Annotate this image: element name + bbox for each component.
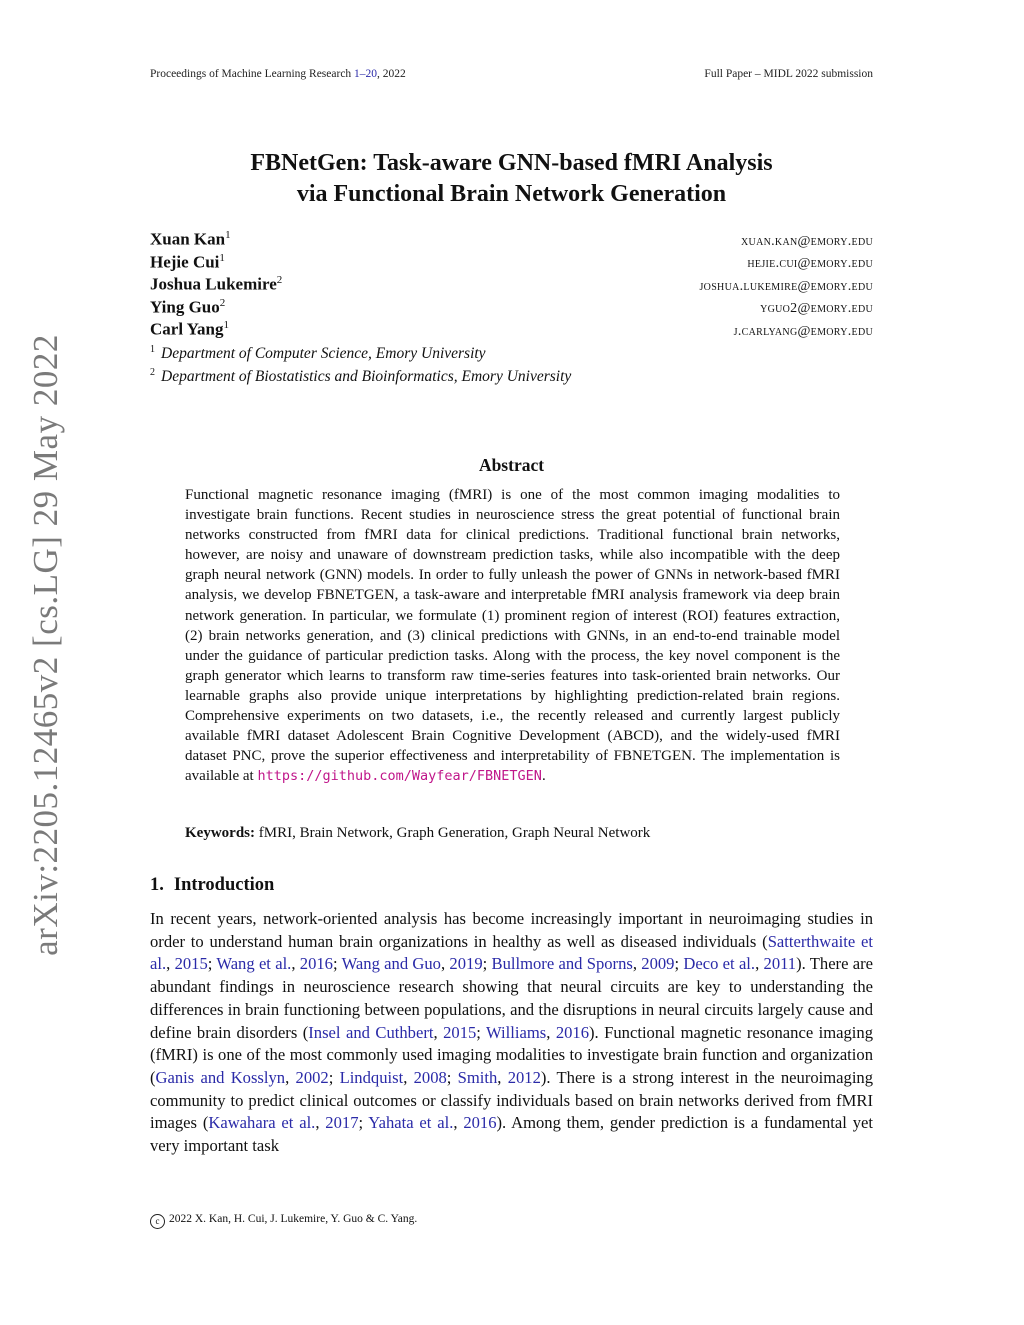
- citation-year[interactable]: 2019: [449, 954, 483, 974]
- author-email[interactable]: yguo2@emory.edu: [760, 301, 873, 317]
- author-email[interactable]: joshua.lukemire@emory.edu: [699, 278, 873, 294]
- author-name: Ying Guo$^2$: [150, 296, 226, 317]
- author-row: [150, 319, 873, 342]
- affiliation: $^1$ Department of Computer Science, Emory University: [150, 344, 486, 363]
- citation-year[interactable]: 2009: [641, 954, 675, 974]
- keywords: [185, 825, 840, 842]
- keywords-text: fMRI, Brain Network, Graph Generation, Graph Neural Network: [255, 825, 651, 841]
- running-head-left: [150, 68, 406, 80]
- copyright-text: 2022 X. Kan, H. Cui, J. Lukemire, Y. Guo & C. Yang.: [169, 1213, 418, 1225]
- author-email[interactable]: hejie.cui@emory.edu: [747, 256, 873, 272]
- author-row: [150, 252, 873, 275]
- keywords-label: Keywords:: [185, 825, 255, 841]
- citation-year[interactable]: 2012: [507, 1067, 541, 1087]
- proceedings-year: , 2022: [377, 68, 406, 80]
- citation-link[interactable]: Ganis and Kosslyn: [155, 1067, 286, 1087]
- author-name: Hejie Cui$^1$: [150, 251, 225, 272]
- abstract-heading: Abstract: [478, 455, 545, 475]
- citation-link[interactable]: Lindquist: [339, 1067, 404, 1087]
- citation-year[interactable]: 2008: [413, 1067, 447, 1087]
- citation-link[interactable]: Kawahara et al.: [208, 1113, 316, 1133]
- proceedings-label: Proceedings of Machine Learning Research: [150, 68, 355, 80]
- author-email[interactable]: j.carlyang@emory.edu: [733, 323, 873, 339]
- author-name: Joshua Lukemire$^2$: [150, 274, 283, 294]
- section-number: 1.: [150, 875, 164, 895]
- citation-year[interactable]: 2002: [295, 1067, 329, 1087]
- citation-link[interactable]: Insel and Cuthbert: [308, 1022, 434, 1042]
- citation-year[interactable]: 2015: [443, 1022, 477, 1042]
- citation-link[interactable]: Smith: [457, 1067, 498, 1087]
- running-head-right: Full Paper – MIDL 2022 submission: [704, 68, 873, 80]
- github-link[interactable]: https://github.com/Wayfear/FBNETGEN: [257, 768, 542, 785]
- author-row: [150, 274, 873, 297]
- copyright-icon: c: [150, 1214, 165, 1229]
- citation-link[interactable]: Yahata et al.: [368, 1113, 454, 1133]
- citation-link[interactable]: Satterthwaite et al.: [150, 931, 873, 974]
- citation-year[interactable]: 2017: [325, 1113, 359, 1133]
- citation-link[interactable]: Deco et al.: [683, 954, 756, 974]
- citation-year[interactable]: 2016: [299, 954, 333, 974]
- intro-paragraph: In recent years, network-oriented analysis has become increasingly important in neuroimaging studies in order to understand human brain organizations in healthy as well as diseased individuals (Satterthwaite et al., 2015; Wang et al., 2016; Wang and Guo, 2019; Bullmore and Sporns, 2009; Deco et al., 2011). There are abundant findings in neuroscience research showing that neural circuits are key to understanding the differences in brain functioning between populations, and the disruptions in neural circuits largely cause and define brain disorders (Insel and Cuthbert, 2015; Williams, 2016). Functional magnetic resonance imaging (fMRI) is one of the most commonly used imaging modalities to investigate brain function and organization (Ganis and Kosslyn, 2002; Lindquist, 2008; Smith, 2012). There is a strong interest in the neuroimaging community to predict clinical outcomes or classify individuals based on brain networks derived from fMRI images (Kawahara et al., 2017; Yahata et al., 2016). Among them, gender prediction is a fundamental yet very important task: [150, 909, 874, 1156]
- arxiv-stamp-text: arXiv:2205.12465v2 [cs.LG] 29 May 2022: [26, 334, 65, 956]
- author-name: Xuan Kan$^1$: [150, 229, 231, 249]
- author-row: [150, 297, 873, 320]
- citation-year[interactable]: 2016: [463, 1113, 497, 1133]
- abstract-body: Functional magnetic resonance imaging (fMRI) is one of the most common imaging modalities to investigate brain functions. Recent studies in neuroscience stress the great potential of functional brain networks constructed from fMRI data for clinical predictions. Traditional functional brain networks, however, are noisy and unaware of downstream prediction tasks, while also incompatible with the deep graph neural network (GNN) models. In order to fully unleash the power of GNNs in network-based fMRI analysis, we develop FBNETGEN, a task-aware and interpretable fMRI analysis framework via deep brain network generation. In particular, we formulate (1) prominent region of interest (ROI) features extraction, (2) brain networks generation, and (3) clinical predictions with GNNs, in an end-to-end trainable model under the guidance of particular prediction tasks. Along with the process, the key novel component is the graph generator which learns to transform raw time-series features into task-oriented brain networks. Our learnable graphs also provide unique interpretations by highlighting prediction-related brain regions. Comprehensive experiments on two datasets, i.e., the recently released and currently largest publicly available fMRI dataset Adolescent Brain Cognitive Development (ABCD), and the widely-used fMRI dataset PNC, prove the superior effectiveness and interpretability of FBNETGEN. The implementation is available at https://github.com/Wayfear/FBNETGEN.: [185, 487, 840, 785]
- author-list: [150, 229, 873, 342]
- paper-title: [150, 148, 873, 210]
- section-title: Introduction: [173, 875, 275, 895]
- affiliation: $^2$ Department of Biostatistics and Bioinformatics, Emory University: [150, 366, 572, 385]
- title-line-2: via Functional Brain Network Generation: [296, 181, 727, 207]
- citation-year[interactable]: 2016: [555, 1022, 590, 1042]
- citation-year[interactable]: 2011: [763, 954, 797, 974]
- page-range-link[interactable]: 1–20: [354, 68, 378, 80]
- title-line-1: FBNetGen: Task-aware GNN-based fMRI Analysis: [250, 150, 773, 176]
- citation-link[interactable]: Williams: [486, 1022, 547, 1042]
- author-name: Carl Yang$^1$: [150, 319, 230, 339]
- abstract-text: Functional magnetic resonance imaging (fMRI) is one of the most common imaging modalities to investigate brain functions. Recent studies in neuroscience stress the great potential of functional brain networks constructed from fMRI data for clinical predictions. Traditional functional brain networks, however, are noisy and unaware of downstream prediction tasks, while also incompatible with the deep graph neural network (GNN) models. In order to fully unleash the power of GNNs in network-based fMRI analysis, we develop FBNETGEN, a task-aware and interpretable fMRI analysis framework via deep brain network generation. In particular, we formulate (1) prominent region of interest (ROI) features extraction, (2) brain networks generation, and (3) clinical predictions with GNNs, in an end-to-end trainable model under the guidance of particular prediction tasks. Along with the process, the key novel component is the graph generator which learns to transform raw time-series features into task-oriented brain networks. Our learnable graphs also provide unique interpretations by highlighting prediction-related brain regions. Comprehensive experiments on two datasets, i.e., the recently released and currently largest publicly available fMRI dataset Adolescent Brain Cognitive Development (ABCD), and the widely-used fMRI dataset PNC, prove the superior effectiveness and interpretability of FBNETGEN. The implementation is available at: [185, 487, 840, 785]
- author-email[interactable]: xuan.kan@emory.edu: [741, 233, 873, 249]
- citation-link[interactable]: Bullmore and Sporns: [491, 954, 633, 974]
- citation-link[interactable]: Wang et al.: [216, 954, 292, 974]
- section-heading: [150, 875, 274, 896]
- author-row: [150, 229, 873, 252]
- citation-year[interactable]: 2015: [174, 954, 208, 974]
- citation-link[interactable]: Wang and Guo: [341, 954, 441, 974]
- affiliation-list: [150, 344, 571, 389]
- copyright-footer: [150, 1213, 417, 1229]
